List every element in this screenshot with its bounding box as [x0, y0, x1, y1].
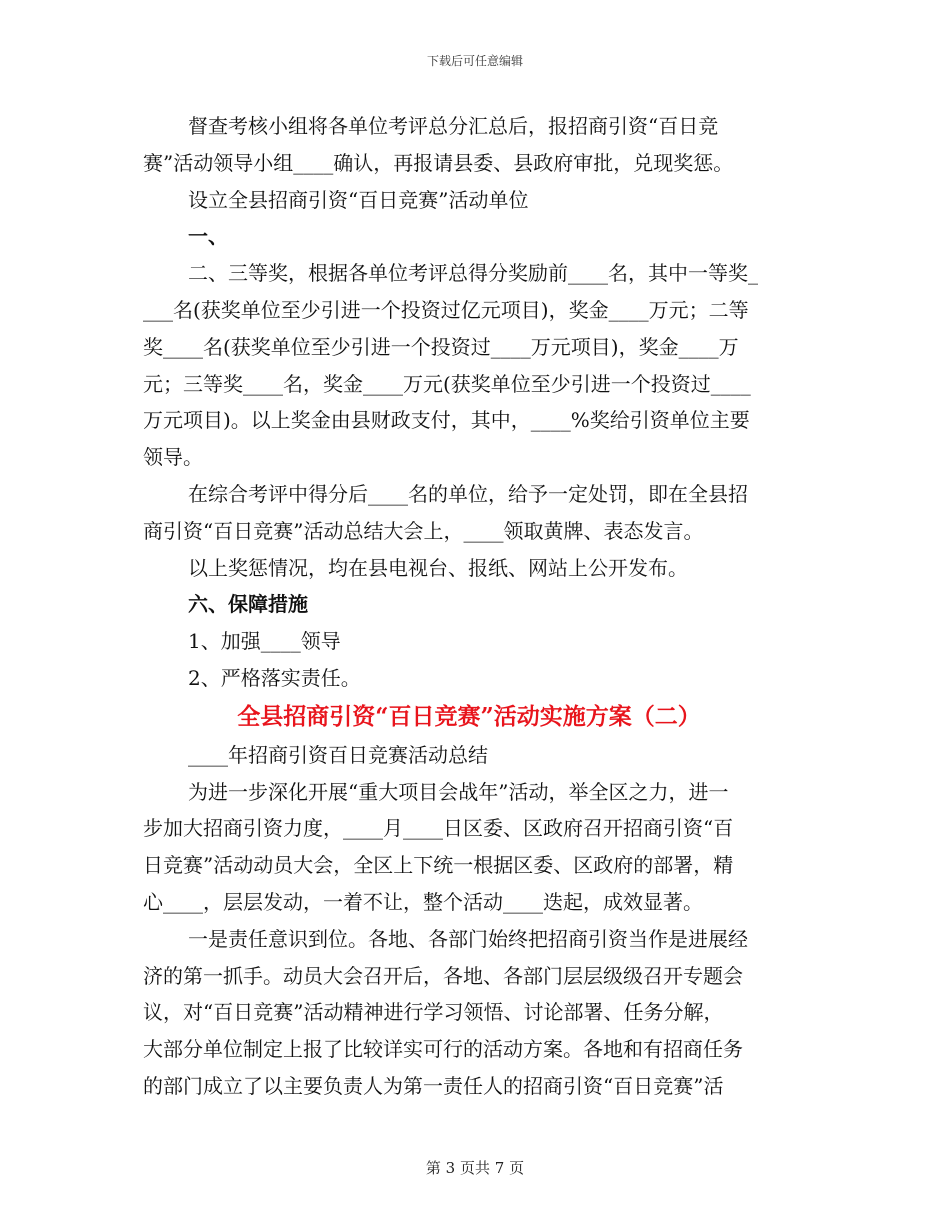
text-line: ___名(获奖单位至少引进一个投资过亿元项目)，奖金____万元；二等: [143, 297, 749, 322]
text-line: 一是责任意识到位。各地、各部门始终把招商引资当作是进展经: [188, 926, 748, 951]
text-line: 1、加强____领导: [188, 629, 341, 654]
page-footer: 第 3 页共 7 页: [425, 1159, 525, 1177]
text-line: 为进一步深化开展“重大项目会战年”活动，举全区之力，进一: [188, 779, 729, 804]
text-line: 心____，层层发动，一着不让，整个活动____迭起，成效显著。: [143, 889, 703, 914]
document-body: [143, 108, 805, 1105]
section-heading: 一、: [188, 224, 228, 249]
text-line: 议，对“百日竞赛”活动精神进行学习领悟、讨论部署、任务分解，: [143, 1000, 724, 1025]
text-line: 奖____名(获奖单位至少引进一个投资过____万元项目)，奖金____万: [143, 334, 739, 359]
text-line: 济的第一抓手。动员大会召开后，各地、各部门层层级级召开专题会: [143, 963, 743, 988]
text-line: 督查考核小组将各单位考评总分汇总后，报招商引资“百日竞: [188, 114, 719, 138]
text-line: 二、三等奖，根据各单位考评总得分奖励前____名，其中一等奖_: [188, 261, 758, 286]
text-line: 商引资“百日竞赛”活动总结大会上，____领取黄牌、表态发言。: [143, 518, 704, 543]
text-line: 的部门成立了以主要负责人为第一责任人的招商引资“百日竞赛”活: [143, 1073, 724, 1098]
text-line: 元；三等奖____名，奖金____万元(获奖单位至少引进一个投资过____: [143, 371, 751, 396]
text-line: 赛”活动领导小组____确认，再报请县委、县政府审批，兑现奖惩。: [143, 150, 734, 175]
page-header: 下载后可任意编辑: [426, 54, 523, 68]
text-line: 大部分单位制定上报了比较详实可行的活动方案。各地和有招商任务: [143, 1037, 743, 1062]
text-line: 以上奖惩情况，均在县电视台、报纸、网站上公开发布。: [188, 555, 688, 580]
text-line: 在综合考评中得分后____名的单位，给予一定处罚，即在全县招: [188, 481, 748, 506]
text-line: 2、严格落实责任。: [188, 665, 361, 690]
section-one-paragraphs: [143, 108, 805, 697]
section-heading: 六、保障措施: [188, 592, 308, 617]
text-line: 领导。: [143, 445, 203, 470]
text-line: 设立全县招商引资“百日竞赛”活动单位: [188, 187, 529, 212]
text-line: 步加大招商引资力度，____月____日区委、区政府召开招商引资“百: [143, 816, 734, 841]
text-line: ____年招商引资百日竞赛活动总结: [188, 742, 488, 767]
section-two-paragraphs: [143, 737, 805, 1105]
text-line: 万元项目)。以上奖金由县财政支付，其中，____%奖给引资单位主要: [143, 408, 750, 433]
section-title: 全县招商引资“百日竞赛”活动实施方案（二）: [237, 702, 701, 730]
text-line: 日竞赛”活动动员大会，全区上下统一根据区委、区政府的部署，精: [143, 853, 734, 878]
